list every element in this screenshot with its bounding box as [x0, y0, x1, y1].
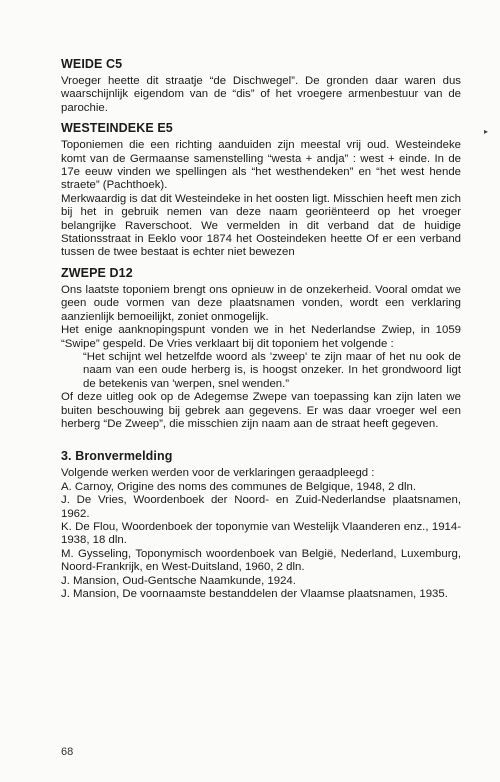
- paragraph: Vroeger heette dit straatje “de Dischwegel”. De gronden daar waren dus waarschijnlijk eigendom van de “dis” of het vroegere armenbestuur van de parochie.: [61, 75, 461, 114]
- paragraph: Toponiemen die een richting aanduiden zijn meestal vrij oud. Westeindeke komt van de Germaanse samenstelling “westa + andja” : west + einde. In de 17e eeuw vinden we spellingen als “het westhendeken” en “het west hende straete” (Pachthoek).: [61, 139, 461, 192]
- paragraph: Merkwaardig is dat dit Westeindeke in het oosten ligt. Misschien heeft men zich bij het in gebruik nemen van deze naam georiënteerd op het vroeger belangrijke Raverschoot. We vermelden in dit verband dat de huidige Stationsstraat in Eeklo voor 1874 het Oosteindeken heette Of er een verband tussen de twee bestaat is echter niet bewezen: [61, 192, 461, 259]
- section-heading: ZWEPE D12: [61, 265, 133, 280]
- paragraph: Ons laatste toponiem brengt ons opnieuw in de onzekerheid. Vooral omdat we geen oude vormen van deze plaatsnamen vonden, wordt een verklaring aanzienlijk bemoeilijkt, zoniet onmogelijk.: [61, 283, 461, 323]
- spacer: [61, 437, 461, 449]
- block-quote: “Het schijnt wel hetzelfde woord als 'zweep' te zijn maar of het nu ook de naam van een oude herberg is, is hoogst onzeker. In het grondwoord ligt de betekenis van 'werpen, snel wenden.”: [83, 350, 461, 390]
- bibliography-entry: M. Gysseling, Toponymisch woordenboek van België, Nederland, Luxemburg, Noord-Frankrijk, en West-Duitsland, 1960, 2 dln.: [61, 547, 461, 574]
- section-heading: 3. Bronvermelding: [61, 449, 173, 464]
- page-number: 68: [61, 746, 74, 758]
- bibliography-entry: J. Mansion, Oud-Gentsche Naamkunde, 1924.: [61, 574, 296, 587]
- section-heading: WESTEINDEKE E5: [61, 121, 173, 136]
- bibliography-intro: Volgende werken werden voor de verklaringen geraadpleegd :: [61, 467, 375, 480]
- bibliography-entry: K. De Flou, Woordenboek der toponymie van Westelijk Vlaanderen enz., 1914-1938, 18 dln.: [61, 520, 461, 547]
- paragraph: Het enige aanknopingspunt vonden we in het Nederlandse Zwiep, in 1059 “Swipe” gespeld. De Vries verklaart bij dit toponiem het volgende :: [61, 324, 461, 350]
- paragraph: Of deze uitleg ook op de Adegemse Zwepe van toepassing kan zijn laten we buiten beschouwing bij gebrek aan gegevens. Er was daar vroeger wel een herberg “De Zweep”, die misschien zijn naam aan de straat heeft gegeven.: [61, 391, 461, 430]
- section-bronvermelding: [61, 449, 461, 601]
- bibliography-entry: J. Mansion, De voornaamste bestanddelen der Vlaamse plaatsnamen, 1935.: [61, 588, 448, 600]
- bibliography-entry: J. De Vries, Woordenboek der Noord- en Zuid-Nederlandse plaatsnamen, 1962.: [61, 494, 461, 520]
- section-heading: WEIDE C5: [61, 57, 123, 71]
- bibliography-entry: A. Carnoy, Origine des noms des communes de Belgique, 1948, 2 dln.: [61, 480, 416, 493]
- section-weide: [61, 57, 461, 115]
- section-zwepe: [61, 266, 461, 431]
- margin-mark: ▸: [484, 127, 489, 136]
- section-westeindeke: [61, 121, 461, 260]
- document-page: [61, 57, 461, 607]
